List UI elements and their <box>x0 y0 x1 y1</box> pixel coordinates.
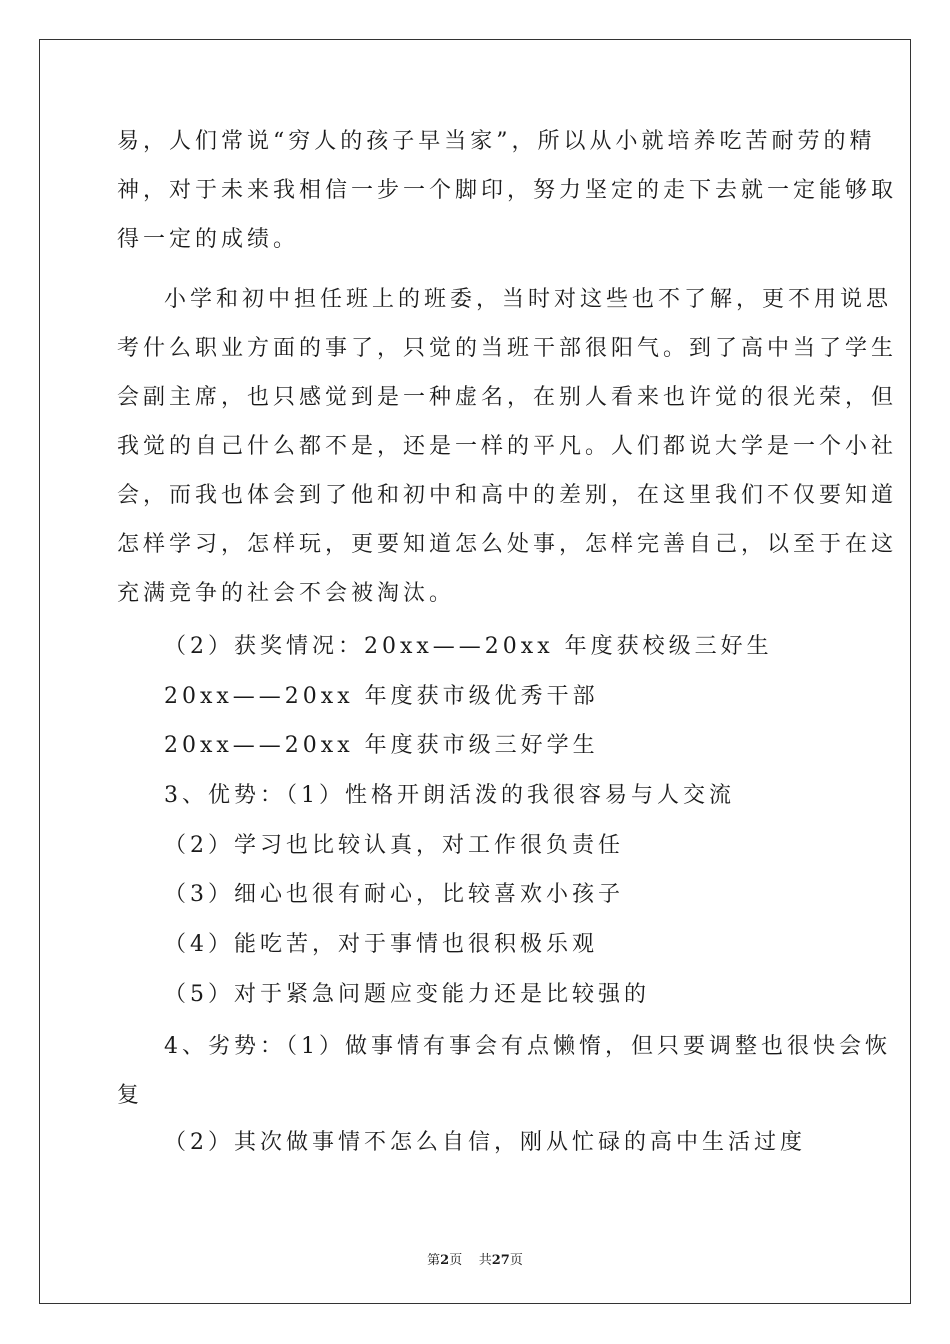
text-line: 会副主席，也只感觉到是一种虚名，在别人看来也许觉的很光荣，但 <box>117 385 898 410</box>
text-line: 考什么职业方面的事了，只觉的当班干部很阳气。到了高中当了学生 <box>117 336 898 361</box>
text-line: （2）其次做事情不怎么自信，刚从忙碌的高中生活过度 <box>164 1130 806 1155</box>
text-line: 得一定的成绩。 <box>117 227 300 252</box>
text-line: 我觉的自己什么都不是，还是一样的平凡。人们都说大学是一个小社 <box>117 434 898 459</box>
footer-page-suffix: 页 <box>449 1253 463 1268</box>
text-line: 20xx——20xx 年度获市级优秀干部 <box>164 684 599 709</box>
text-line: 充满竞争的社会不会被淘汰。 <box>117 581 456 606</box>
text-line: （2）学习也比较认真，对工作很负责任 <box>164 833 624 858</box>
text-line: 怎样学习，怎样玩，更要知道怎么处事，怎样完善自己，以至于在这 <box>117 532 898 557</box>
text-line: 20xx——20xx 年度获市级三好学生 <box>164 733 599 758</box>
text-line: 小学和初中担任班上的班委，当时对这些也不了解，更不用说思 <box>164 287 893 312</box>
footer-total-prefix: 共 <box>478 1253 492 1268</box>
text-line: 3、优势：（1）性格开朗活泼的我很容易与人交流 <box>164 783 735 808</box>
text-line: （3）细心也很有耐心，比较喜欢小孩子 <box>164 882 624 907</box>
text-line: （5）对于紧急问题应变能力还是比较强的 <box>164 982 650 1007</box>
current-page-number: 2 <box>440 1253 450 1268</box>
text-line: （4）能吃苦，对于事情也很积极乐观 <box>164 932 598 957</box>
text-line: （2）获奖情况：20xx——20xx 年度获校级三好生 <box>164 634 773 659</box>
footer-prefix: 第 <box>427 1253 441 1268</box>
page-footer <box>0 1249 950 1268</box>
total-pages-number: 27 <box>491 1253 510 1268</box>
text-line: 易，人们常说“穷人的孩子早当家”，所以从小就培养吃苦耐劳的精 <box>117 129 876 154</box>
text-line: 复 <box>117 1083 144 1108</box>
text-line: 会，而我也体会到了他和初中和高中的差别，在这里我们不仅要知道 <box>117 483 898 508</box>
footer-total-suffix: 页 <box>509 1253 523 1268</box>
text-line: 4、劣势：（1）做事情有事会有点懒惰，但只要调整也很快会恢 <box>164 1034 891 1059</box>
text-line: 神，对于未来我相信一步一个脚印，努力坚定的走下去就一定能够取 <box>117 178 898 203</box>
